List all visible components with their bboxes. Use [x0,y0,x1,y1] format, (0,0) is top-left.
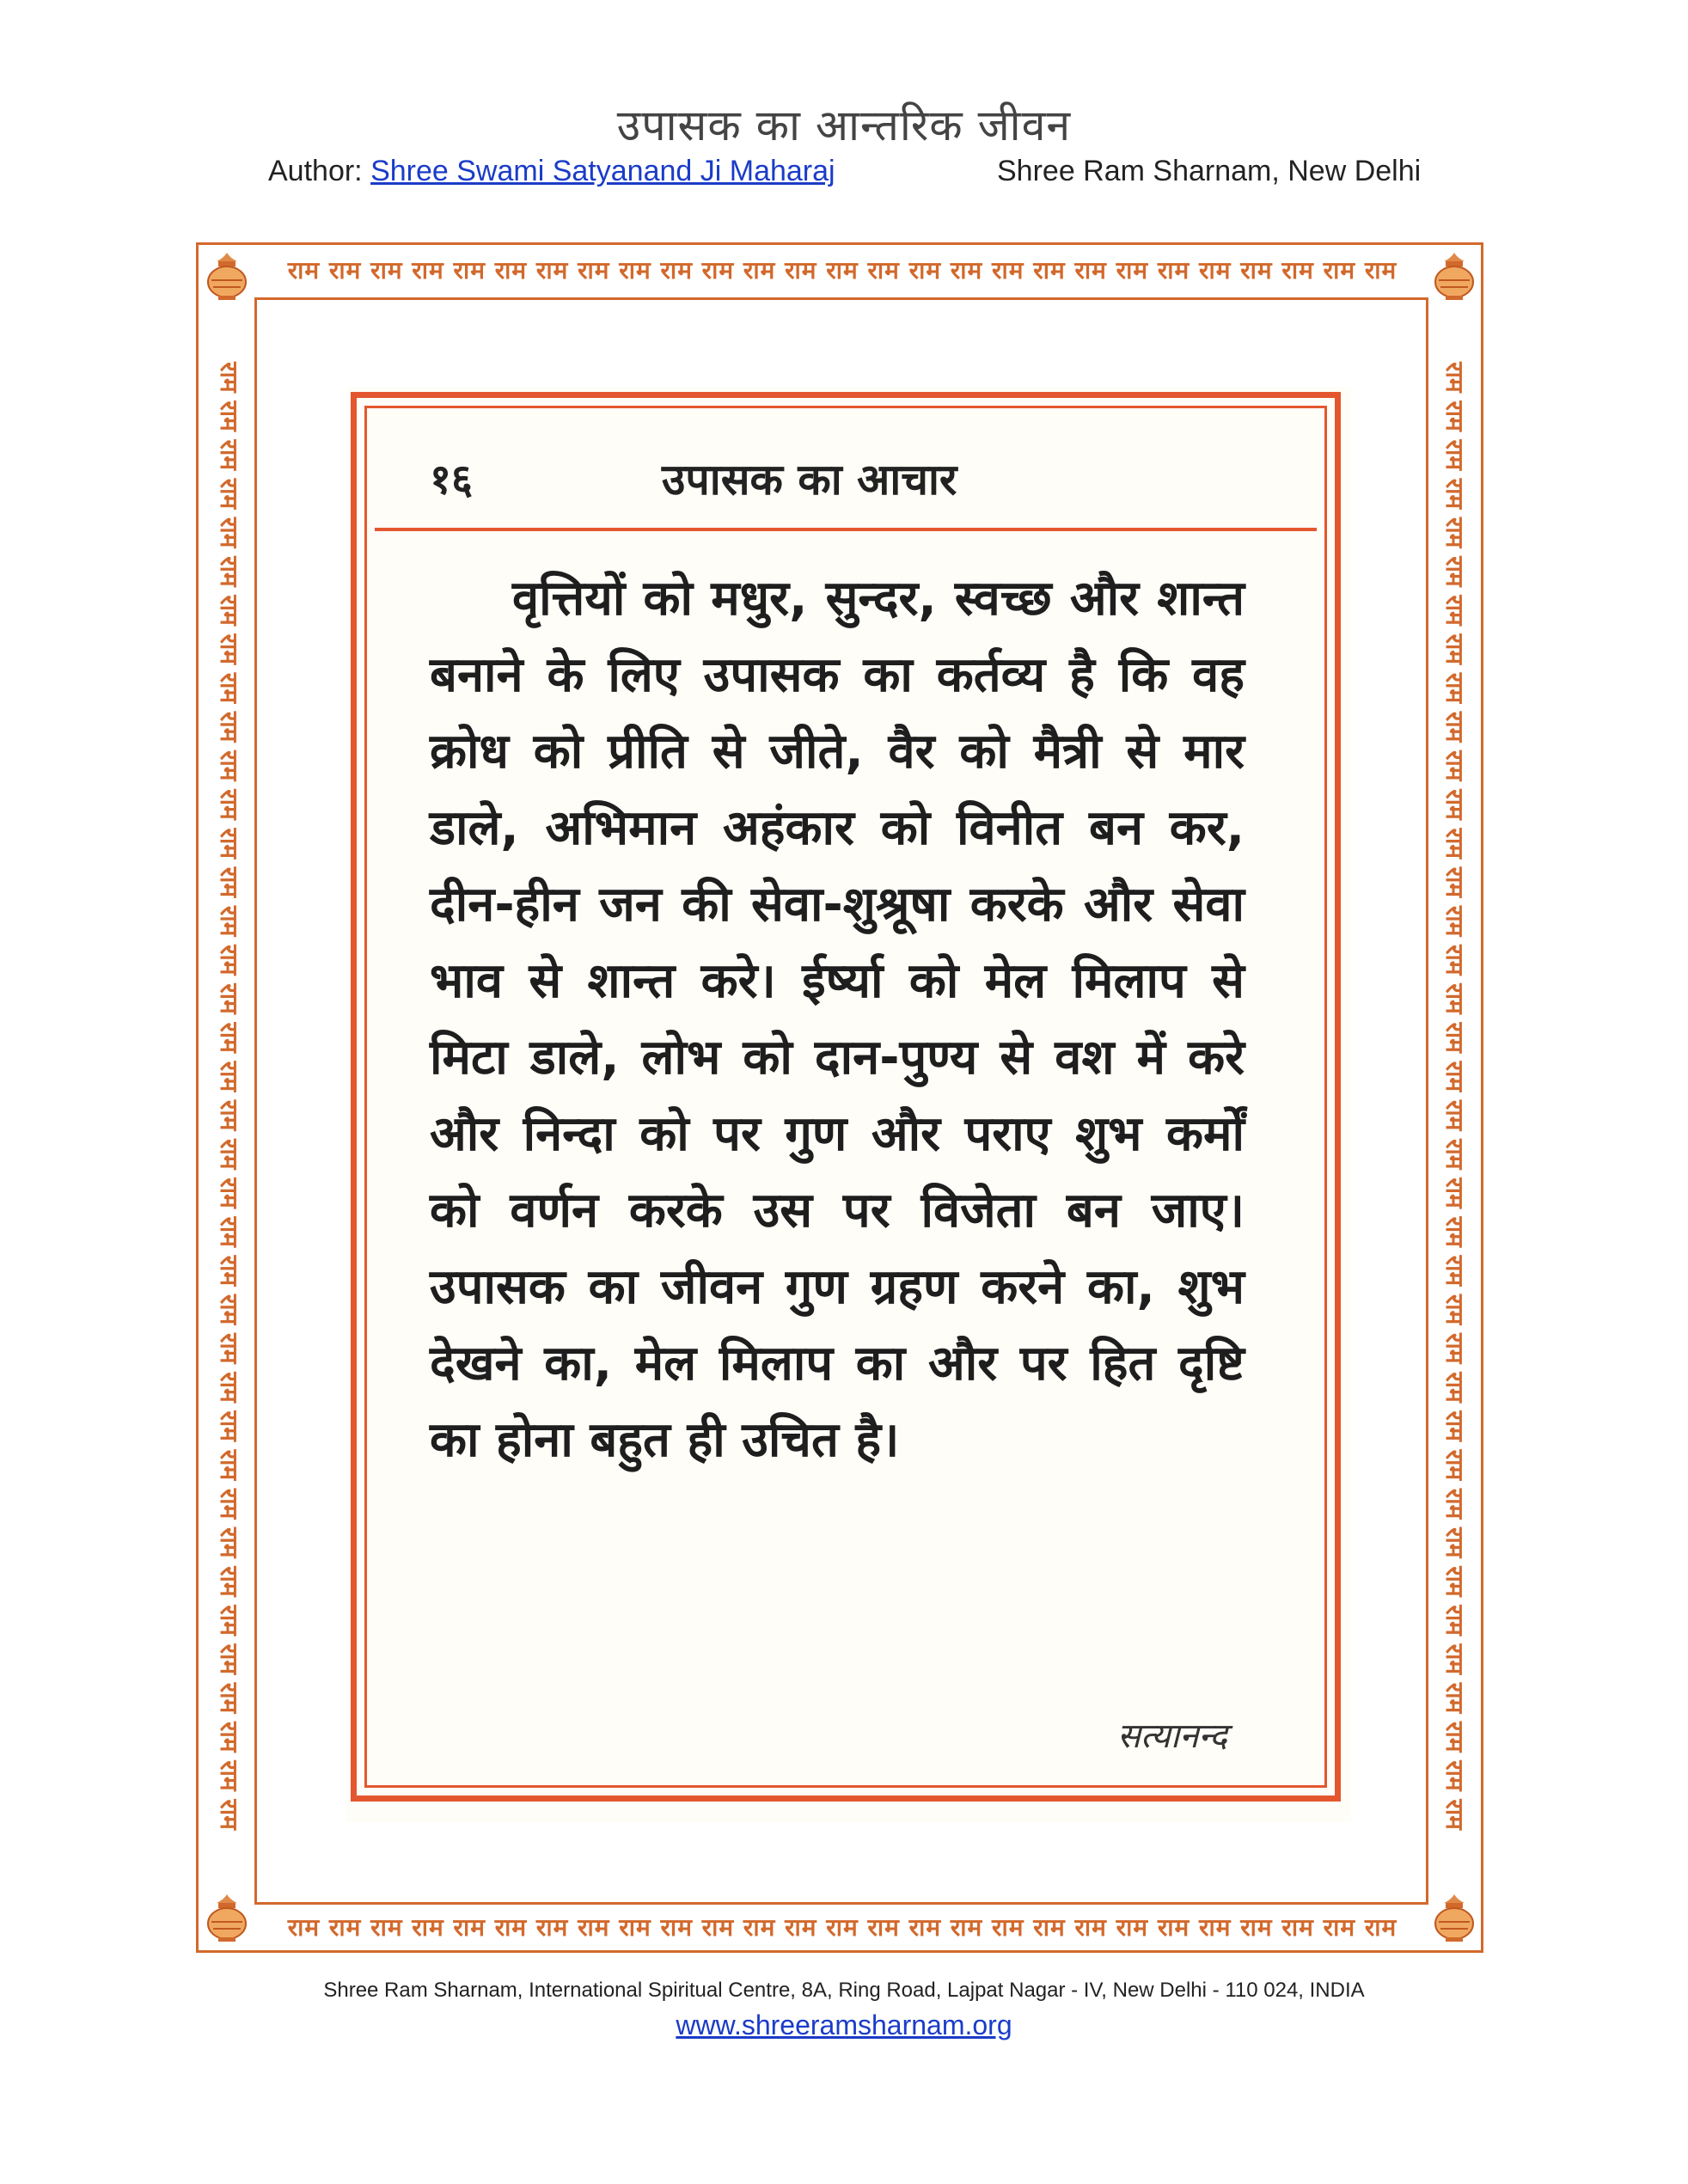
author-link[interactable]: Shree Swami Satyanand Ji Maharaj [370,155,835,187]
ram-border-right [1435,309,1473,1882]
publisher-name: Shree Ram Sharnam, New Delhi [997,155,1422,187]
ram-border-top: राम राम राम राम राम राम राम राम राम राम राम राम राम राम राम राम राम राम राम राम राम राम राम राम राम राम राम [287,256,1397,284]
author-line [268,155,835,188]
ram-border-left-text: राम राम राम राम राम राम राम राम राम राम राम राम राम राम राम राम राम राम राम राम राम राम राम राम राम राम राम राम राम राम राम राम राम राम राम राम राम राम [215,362,243,1830]
footer-address: Shree Ram Sharnam, International Spiritual Centre, 8A, Ring Road, Lajpat Nagar - IV, New Delhi - 110 024, INDIA [323,1979,1365,2002]
kalash-icon [1430,1891,1478,1944]
website-link[interactable]: www.shreeramsharnam.org [676,2010,1012,2040]
ram-border-bottom: राम राम राम राम राम राम राम राम राम राम राम राम राम राम राम राम राम राम राम राम राम राम राम राम राम राम राम [287,1913,1397,1942]
signature: सत्यानन्द [1117,1716,1227,1756]
ram-border-left [210,309,248,1882]
kalash-icon [203,249,251,303]
page-number: १६ [430,456,473,504]
page-header-divider [375,528,1317,531]
kalash-icon [1430,249,1478,303]
body-paragraph: वृत्तियों को मधुर, सुन्दर, स्वच्छ और शान्त बनाने के लिए उपासक का कर्तव्य है कि वह क्रोध को प्रीति से जीते, वैर को मैत्री से मार डाले, अभिमान अहंकार को विनीत बन कर, दीन-हीन जन की सेवा-शुश्रूषा करके और सेवा भाव से शान्त करे। ईर्ष्या को मेल मिलाप से मिटा डाले, लोभ को दान-पुण्य से वश में करे और निन्दा को पर गुण और पराए शुभ कर्मों को वर्णन करके उस पर विजेता बन जाए। उपासक का जीवन गुण ग्रहण करने का, शुभ देखने का, मेल मिलाप का और पर हित दृष्टि का होना बहुत ही उचित है। [430,571,1245,1468]
page-heading: उपासक का आचार [662,455,957,505]
ram-border-right-text: राम राम राम राम राम राम राम राम राम राम राम राम राम राम राम राम राम राम राम राम राम राम राम राम राम राम राम राम राम राम राम राम राम राम राम राम राम राम [1440,362,1469,1830]
kalash-icon [203,1891,251,1944]
footer-url [0,2010,1688,2041]
document-title: उपासक का आन्तरिक जीवन [616,101,1072,150]
author-label: Author: [268,155,363,187]
